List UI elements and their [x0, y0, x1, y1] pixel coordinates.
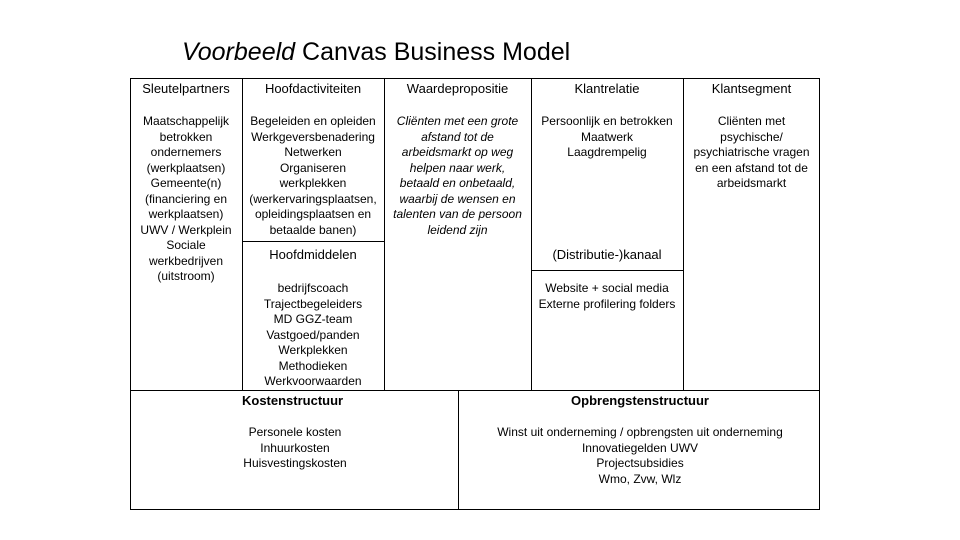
customer-relationships-header: Klantrelatie [574, 81, 640, 96]
divider-relationship-channels [531, 270, 683, 271]
divider-value-relationship [531, 78, 532, 390]
list-item: Inhuurkosten [260, 440, 330, 455]
divider-top-bottom [130, 390, 820, 391]
list-item: Sociale [166, 238, 206, 252]
value-proposition-header: Waardepropositie [406, 81, 509, 96]
list-item: Winst uit onderneming / opbrengsten uit onderneming [497, 425, 783, 439]
key-activities-header: Hoofdactiviteiten [264, 81, 362, 96]
list-item: bedrijfscoach [277, 281, 349, 295]
divider-cost-revenue [458, 390, 459, 510]
list-item: Werkgeversbenadering [251, 129, 375, 144]
value-proposition-body [386, 114, 529, 238]
list-item: Maatwerk [580, 129, 633, 144]
list-item: waarbij de wensen en [399, 191, 516, 206]
key-resources-header: Hoofdmiddelen [269, 247, 357, 262]
list-item: Cliënten met [717, 114, 786, 128]
list-item: psychische/ [720, 129, 783, 144]
list-item: Gemeente(n) [150, 176, 222, 190]
list-item: werkplaatsen) [148, 207, 224, 221]
list-item: (werkervaringsplaatsen, [249, 191, 377, 206]
list-item: MD GGZ-team [273, 312, 353, 326]
list-item: Werkplekken [278, 343, 348, 357]
list-item: Personele kosten [248, 425, 342, 439]
list-item: UWV / Werkplein [140, 222, 232, 237]
list-item: Persoonlijk en betrokken [541, 114, 673, 128]
list-item: (werkplaatsen) [146, 160, 226, 175]
list-item: Begeleiden en opleiden [250, 114, 376, 128]
list-item: Huisvestingskosten [243, 456, 347, 470]
divider-activities-value [384, 78, 385, 390]
list-item: arbeidsmarkt [716, 176, 787, 190]
list-item: Trajectbegeleiders [263, 296, 363, 311]
divider-activities-resources [242, 241, 384, 242]
customer-relationships-body [533, 114, 681, 161]
cost-structure-body [225, 425, 365, 472]
list-item: (financiering en [144, 191, 228, 206]
cost-structure-header: Kostenstructuur [242, 393, 344, 408]
list-item: psychiatrische vragen [693, 145, 810, 159]
list-item: Innovatiegelden UWV [581, 440, 699, 455]
list-item: ondernemers [150, 145, 222, 159]
list-item: Vastgoed/panden [266, 327, 360, 342]
list-item: betaalde banen) [269, 222, 357, 237]
divider-relationship-segment [683, 78, 684, 390]
list-item: Website + social media [545, 281, 669, 295]
list-item: betaald en onbetaald, [399, 176, 516, 190]
key-activities-body [244, 114, 382, 238]
channels-body [531, 281, 683, 312]
list-item: Werkvoorwaarden [264, 374, 362, 388]
list-item: talenten van de persoon [393, 207, 522, 221]
list-item: Wmo, Zvw, Wlz [598, 471, 682, 486]
list-item: afstand tot de [421, 129, 494, 144]
title-emphasis: Voorbeeld [182, 38, 296, 66]
list-item: Methodieken [278, 358, 348, 373]
list-item: en een afstand tot de [695, 160, 808, 175]
list-item: werkbedrijven [148, 253, 224, 268]
list-item: Netwerken [284, 145, 342, 159]
list-item: (uitstroom) [157, 269, 215, 283]
list-item: leidend zijn [427, 222, 488, 237]
list-item: Externe profilering folders [538, 296, 676, 311]
channels-header: (Distributie-)kanaal [552, 247, 662, 262]
list-item: Maatschappelijk [142, 114, 230, 128]
list-item: Cliënten met een grote [396, 114, 519, 128]
key-partners-header: Sleutelpartners [142, 81, 230, 96]
list-item: Organiseren [279, 160, 347, 175]
revenue-streams-header: Opbrengstenstructuur [571, 393, 709, 408]
list-item: werkplekken [279, 176, 347, 190]
list-item: betrokken [159, 129, 213, 144]
revenue-streams-body [462, 425, 818, 487]
list-item: arbeidsmarkt op weg [401, 145, 514, 159]
key-resources-body [244, 281, 382, 390]
list-item: helpen naar werk, [409, 160, 506, 175]
customer-segments-header: Klantsegment [711, 81, 792, 96]
key-partners-body [132, 114, 240, 285]
customer-segments-body [685, 114, 818, 192]
list-item: Laagdrempelig [567, 145, 647, 159]
list-item: opleidingsplaatsen en [254, 207, 372, 221]
page-title [182, 38, 570, 67]
list-item: Projectsubsidies [596, 456, 684, 470]
title-rest: Canvas Business Model [295, 38, 571, 66]
divider-partners-activities [242, 78, 243, 390]
